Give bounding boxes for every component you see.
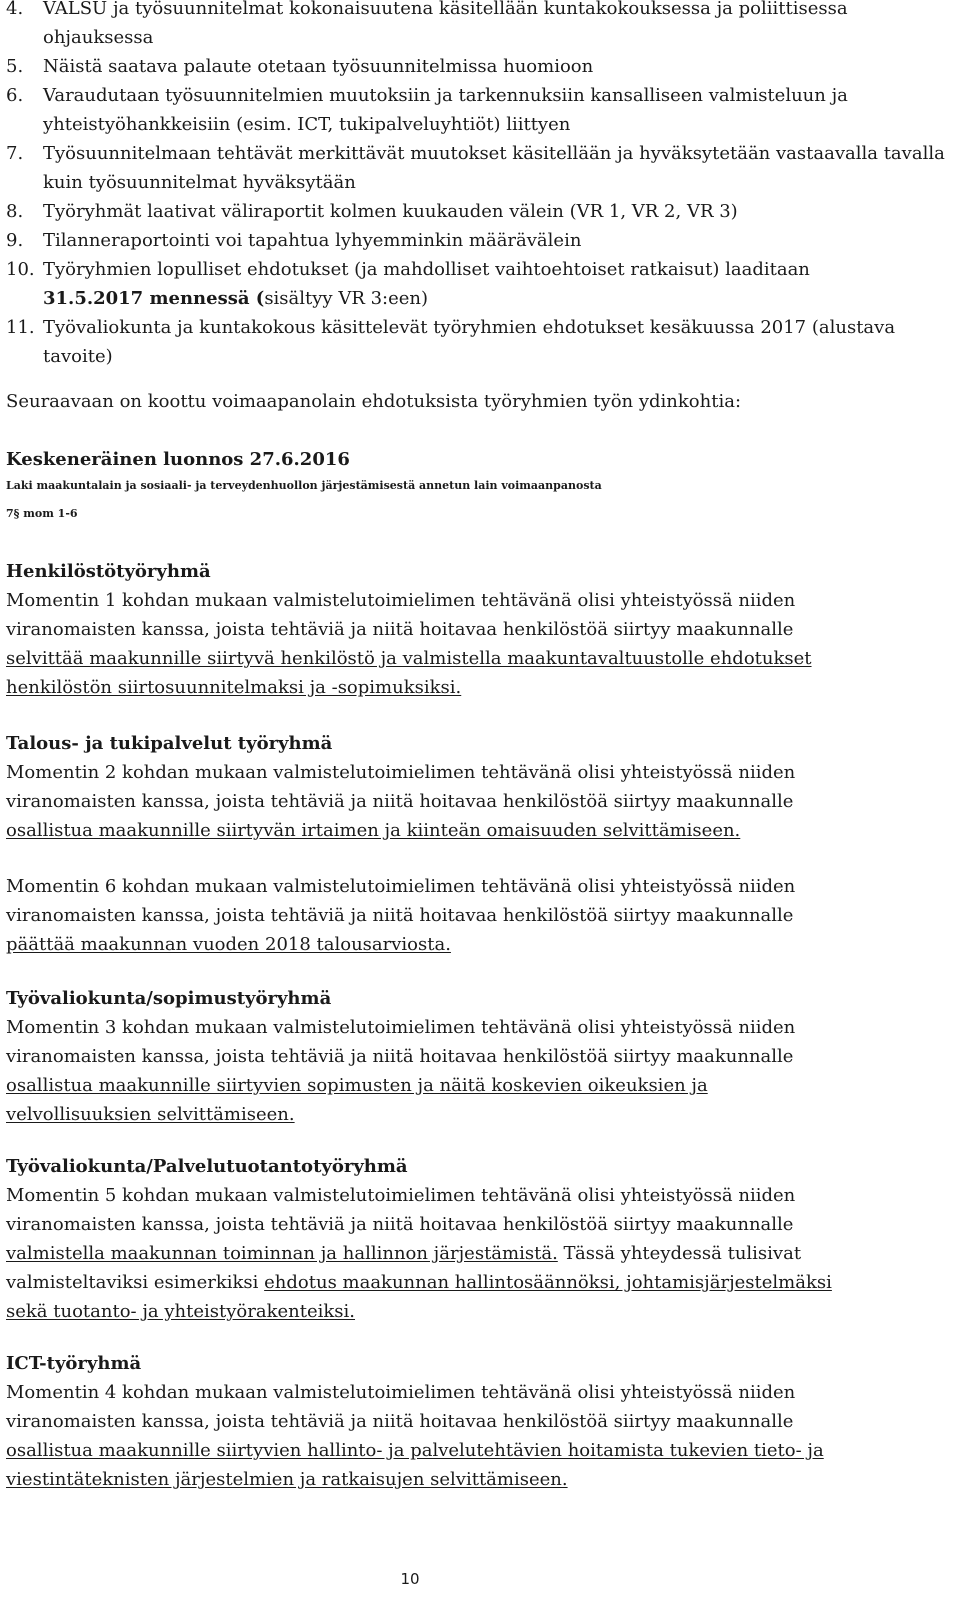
section-line: viranomaisten kanssa, joista tehtäviä ja niitä hoitavaa henkilöstöä siirtyy maakunnalle <box>6 791 794 812</box>
list-item <box>6 81 946 139</box>
section-title: Työvaliokunta/Palvelutuotantotyöryhmä <box>6 1156 408 1177</box>
list-item <box>6 255 946 313</box>
section-line: Momentin 4 kohdan mukaan valmistelutoimielimen tehtävänä olisi yhteistyössä niiden <box>6 1382 796 1403</box>
section-title: ICT-työryhmä <box>6 1353 142 1374</box>
law-section: 7§ mom 1-6 <box>6 507 78 520</box>
list-text: Työryhmät laativat väliraportit kolmen kuukauden välein (VR 1, VR 2, VR 3) <box>43 201 738 222</box>
intro-text: Seuraavaan on koottu voimaapanolain ehdotuksista työryhmien työn ydinkohtia: <box>6 391 742 412</box>
section-title: Työvaliokunta/sopimustyöryhmä <box>6 988 332 1009</box>
draft-header <box>6 445 941 522</box>
list-number: 9. <box>6 230 24 251</box>
section-underlined: osallistua maakunnille siirtyvien hallinto- ja palvelutehtävien hoitamista tukevien tieto- ja <box>6 1440 824 1461</box>
page-number: 10 <box>400 1570 420 1588</box>
list-text: Työryhmien lopulliset ehdotukset (ja mahdolliset vaihtoehtoiset ratkaisut) laaditaan <box>43 259 810 280</box>
section-underlined: sekä tuotanto- ja yhteistyörakenteiksi. <box>6 1301 356 1322</box>
section-plain: Tässä yhteydessä tulisivat <box>557 1243 802 1264</box>
list-item <box>6 197 946 226</box>
section-underlined: viestintäteknisten järjestelmien ja ratkaisujen selvittämiseen. <box>6 1469 568 1490</box>
draft-title: Keskeneräinen luonnos 27.6.2016 <box>6 449 350 470</box>
section-talous <box>6 729 941 959</box>
section-title: Henkilöstötyöryhmä <box>6 561 211 582</box>
section-title: Talous- ja tukipalvelut työryhmä <box>6 733 333 754</box>
list-text-tail: sisältyy VR 3:een) <box>264 288 429 309</box>
list-text: Varaudutaan työsuunnitelmien muutoksiin ja tarkennuksiin kansalliseen valmisteluun ja yhteistyöhankkeisiin (esim. ICT, tukipalveluyhtiöt) liittyen <box>43 85 848 135</box>
list-number: 5. <box>6 56 24 77</box>
section-ict <box>6 1349 941 1494</box>
section-line: viranomaisten kanssa, joista tehtäviä ja niitä hoitavaa henkilöstöä siirtyy maakunnalle <box>6 905 794 926</box>
section-henkilosto <box>6 557 941 702</box>
list-item <box>6 139 946 197</box>
section-sopimus <box>6 984 941 1129</box>
deadline-text: 31.5.2017 mennessä ( <box>43 288 265 309</box>
section-underlined: ehdotus maakunnan hallintosäännöksi, johtamisjärjestelmäksi <box>264 1272 832 1293</box>
list-text: Näistä saatava palaute otetaan työsuunnitelmissa huomioon <box>43 56 594 77</box>
intro-block <box>6 387 941 416</box>
list-item <box>6 226 946 255</box>
list-item <box>6 52 946 81</box>
law-title: Laki maakuntalain ja sosiaali- ja terveydenhuollon järjestämisestä annetun lain voimaanpanosta <box>6 479 602 492</box>
list-text: VALSU ja työsuunnitelmat kokonaisuutena käsitellään kuntakokouksessa ja poliittisessa ohjauksessa <box>43 0 848 48</box>
list-item <box>6 313 946 371</box>
section-underlined: selvittää maakunnille siirtyvä henkilöstö ja valmistella maakuntavaltuustolle ehdotukset <box>6 648 812 669</box>
section-line: viranomaisten kanssa, joista tehtäviä ja niitä hoitavaa henkilöstöä siirtyy maakunnalle <box>6 1046 794 1067</box>
section-underlined: osallistua maakunnille siirtyvän irtaimen ja kiinteän omaisuuden selvittämiseen. <box>6 820 741 841</box>
list-number: 11. <box>6 317 35 338</box>
section-line: Momentin 6 kohdan mukaan valmistelutoimielimen tehtävänä olisi yhteistyössä niiden <box>6 876 796 897</box>
section-underlined: päättää maakunnan vuoden 2018 talousarviosta. <box>6 934 451 955</box>
list-item <box>6 0 946 52</box>
section-underlined: velvollisuuksien selvittämiseen. <box>6 1104 295 1125</box>
section-underlined: henkilöstön siirtosuunnitelmaksi ja -sopimuksiksi. <box>6 677 462 698</box>
list-text: Työsuunnitelmaan tehtävät merkittävät muutokset käsitellään ja hyväksytetään vastaavalla tavalla kuin työsuunnitelmat hyväksytään <box>43 143 945 193</box>
section-line: viranomaisten kanssa, joista tehtäviä ja niitä hoitavaa henkilöstöä siirtyy maakunnalle <box>6 1411 794 1432</box>
section-plain: valmisteltaviksi esimerkiksi <box>6 1272 265 1293</box>
section-mixed-line <box>6 1239 941 1268</box>
list-number: 4. <box>6 0 24 19</box>
section-mixed-line <box>6 1268 941 1297</box>
section-palvelu <box>6 1152 941 1326</box>
section-underlined: valmistella maakunnan toiminnan ja hallinnon järjestämistä. <box>6 1243 558 1264</box>
list-number: 8. <box>6 201 24 222</box>
list-number: 7. <box>6 143 24 164</box>
section-line: Momentin 5 kohdan mukaan valmistelutoimielimen tehtävänä olisi yhteistyössä niiden <box>6 1185 796 1206</box>
section-line: Momentin 2 kohdan mukaan valmistelutoimielimen tehtävänä olisi yhteistyössä niiden <box>6 762 796 783</box>
list-text: Tilanneraportointi voi tapahtua lyhyemminkin määrävälein <box>43 230 582 251</box>
section-line: Momentin 1 kohdan mukaan valmistelutoimielimen tehtävänä olisi yhteistyössä niiden <box>6 590 796 611</box>
section-line: Momentin 3 kohdan mukaan valmistelutoimielimen tehtävänä olisi yhteistyössä niiden <box>6 1017 796 1038</box>
list-number: 6. <box>6 85 24 106</box>
section-line: viranomaisten kanssa, joista tehtäviä ja niitä hoitavaa henkilöstöä siirtyy maakunnalle <box>6 1214 794 1235</box>
section-underlined: osallistua maakunnille siirtyvien sopimusten ja näitä koskevien oikeuksien ja <box>6 1075 708 1096</box>
section-line: viranomaisten kanssa, joista tehtäviä ja niitä hoitavaa henkilöstöä siirtyy maakunnalle <box>6 619 794 640</box>
list-number: 10. <box>6 259 35 280</box>
numbered-list <box>6 0 946 371</box>
list-text: Työvaliokunta ja kuntakokous käsittelevät työryhmien ehdotukset kesäkuussa 2017 (alustava tavoite) <box>43 317 896 367</box>
